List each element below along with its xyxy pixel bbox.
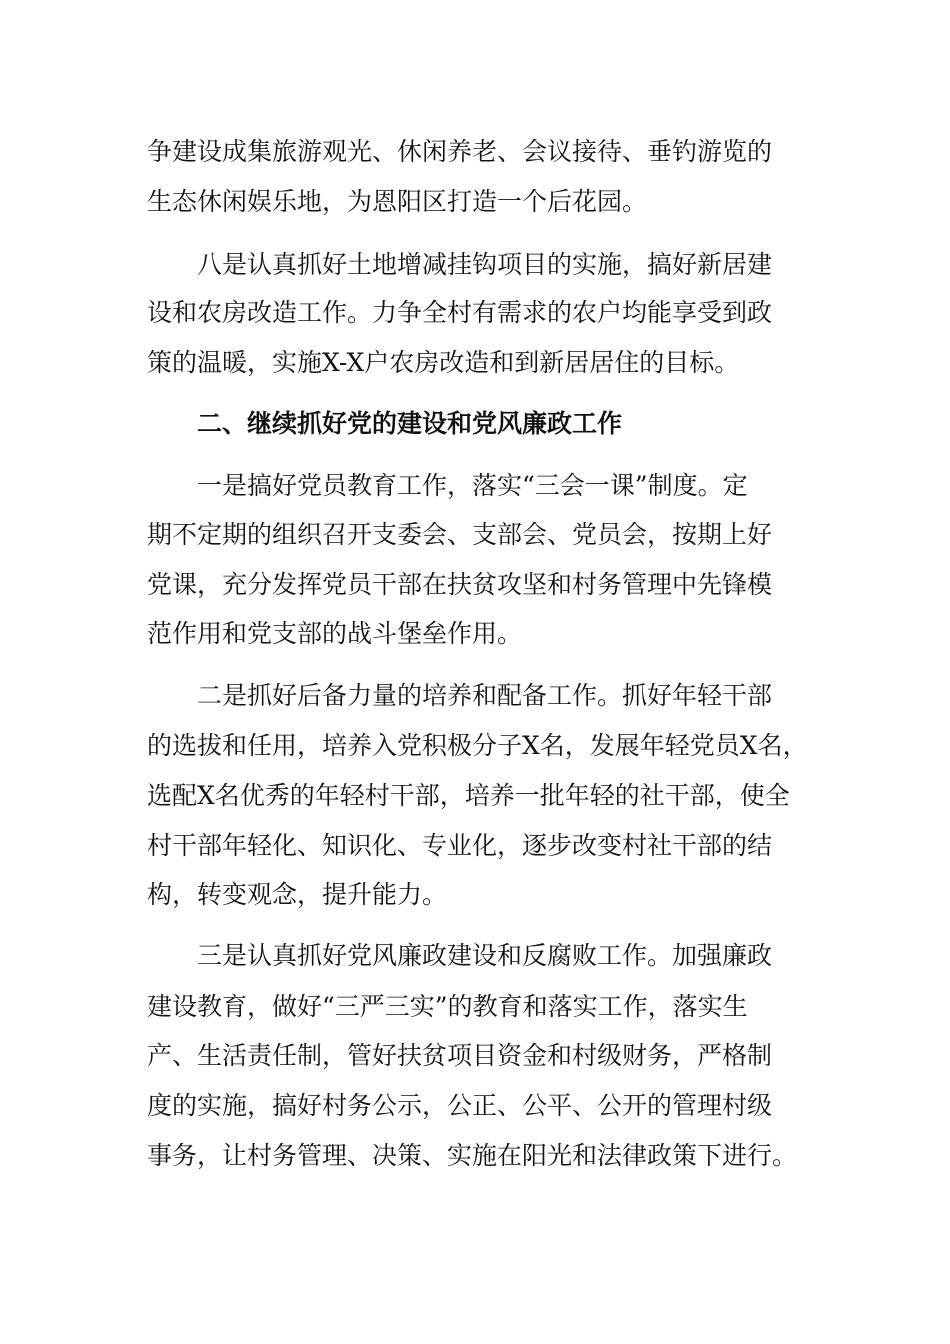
paragraph-line: 策的温暖，实施X-X户农房改造和到新居居住的目标。 — [147, 348, 740, 377]
paragraph-line: 八是认真抓好土地增减挂钩项目的实施，搞好新居建 — [197, 250, 773, 279]
paragraph-line: 设和农房改造工作。力争全村有需求的农户均能享受到政 — [147, 298, 773, 327]
paragraph-line: 事务，让村务管理、决策、实施在阳光和法律政策下进行。 — [147, 1141, 798, 1170]
paragraph-line: 产、生活责任制，管好扶贫项目资金和村级财务，严格制 — [147, 1041, 773, 1070]
paragraph-line: 争建设成集旅游观光、休闲养老、会议接待、垂钓游览的 — [147, 137, 773, 166]
paragraph-line: 一是搞好党员教育工作，落实“三会一课”制度。定 — [197, 471, 748, 500]
paragraph-line: 选配X名优秀的年轻村干部，培养一批年轻的社干部，使全 — [147, 781, 790, 810]
paragraph-line: 范作用和党支部的战斗堡垒作用。 — [147, 619, 523, 648]
paragraph-line: 的选拔和任用，培养入党积极分子X名，发展年轻党员X名， — [147, 731, 808, 760]
paragraph-line: 党课，充分发挥党员干部在扶贫攻坚和村务管理中先锋模 — [147, 570, 773, 599]
paragraph-line: 构，转变观念，提升能力。 — [147, 880, 448, 909]
paragraph-line: 生态休闲娱乐地，为恩阳区打造一个后花园。 — [147, 187, 648, 216]
paragraph-line: 村干部年轻化、知识化、专业化，逐步改变村社干部的结 — [147, 831, 773, 860]
paragraph-line: 二是抓好后备力量的培养和配备工作。抓好年轻干部 — [197, 681, 773, 710]
section-heading: 二、继续抓好党的建设和党风廉政工作 — [197, 409, 623, 438]
paragraph-line: 建设教育，做好“三严三实”的教育和落实工作，落实生 — [147, 992, 748, 1021]
paragraph-line: 三是认真抓好党风廉政建设和反腐败工作。加强廉政 — [197, 941, 773, 970]
paragraph-line: 期不定期的组织召开支委会、支部会、党员会，按期上好 — [147, 520, 773, 549]
paragraph-line: 度的实施，搞好村务公示，公正、公平、公开的管理村级 — [147, 1091, 773, 1120]
